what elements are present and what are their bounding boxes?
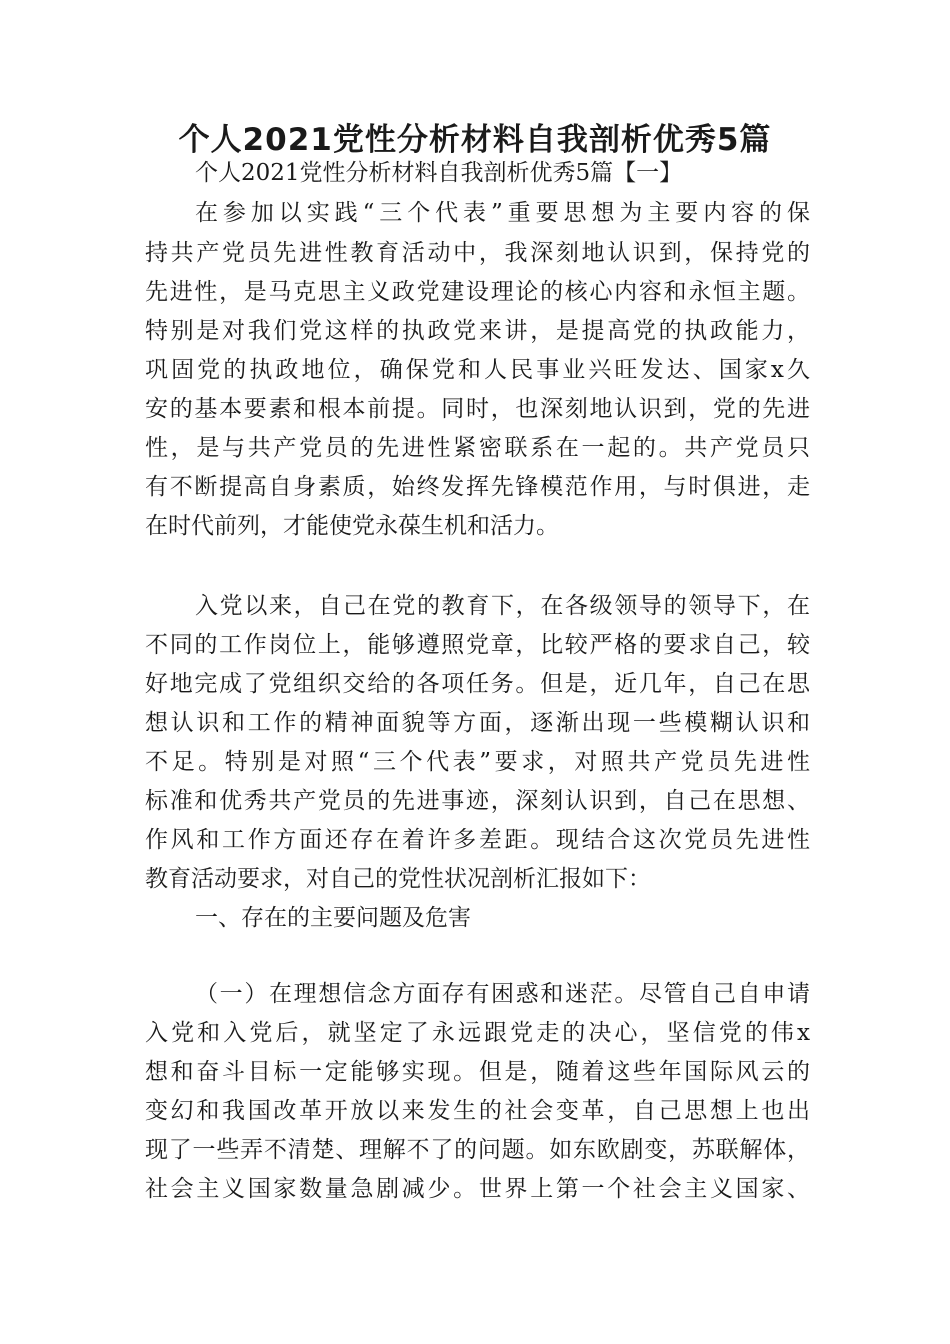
body-text-line: 想和奋斗目标一定能够实现。但是，随着这些年国际风云的 — [145, 1059, 810, 1085]
body-text-line: 社会主义国家数量急剧减少。世界上第一个社会主义国家、 — [145, 1176, 810, 1202]
body-text-line: 个人2021党性分析材料自我剖析优秀5篇【一】 — [195, 160, 683, 186]
document-title: 个人2021党性分析材料自我剖析优秀5篇 — [178, 122, 772, 158]
body-text-line: （一）在理想信念方面存有困惑和迷茫。尽管自己自申请 — [195, 981, 810, 1007]
body-text-line: 在时代前列，才能使党永葆生机和活力。 — [145, 513, 559, 539]
body-text-line: 不同的工作岗位上，能够遵照党章，比较严格的要求自己，较 — [145, 632, 810, 658]
body-text-line: 入党以来，自己在党的教育下，在各级领导的领导下，在 — [195, 593, 810, 619]
body-text-line: 特别是对我们党这样的执政党来讲，是提高党的执政能力， — [145, 318, 810, 344]
body-text-line: 教育活动要求，对自己的党性状况剖析汇报如下： — [145, 866, 651, 892]
body-text-line: 入党和入党后，就坚定了永远跟党走的决心，坚信党的伟x — [145, 1020, 810, 1046]
body-text-line: 先进性，是马克思主义政党建设理论的核心内容和永恒主题。 — [145, 279, 810, 305]
body-text-line: 性，是与共产党员的先进性紧密联系在一起的。共产党员只 — [145, 435, 810, 461]
body-text-line: 巩固党的执政地位，确保党和人民事业兴旺发达、国家x久 — [145, 357, 810, 383]
body-text-line: 作风和工作方面还存在着许多差距。现结合这次党员先进性 — [145, 827, 810, 853]
body-text-line: 一、存在的主要问题及危害 — [195, 905, 471, 931]
body-text-line: 持共产党员先进性教育活动中，我深刻地认识到，保持党的 — [145, 240, 810, 266]
body-text-line: 在参加以实践“三个代表”重要思想为主要内容的保 — [195, 200, 810, 226]
body-text-line: 标准和优秀共产党员的先进事迹，深刻认识到，自己在思想、 — [145, 788, 810, 814]
body-text-line: 安的基本要素和根本前提。同时，也深刻地认识到，党的先进 — [145, 396, 810, 422]
body-text-line: 变幻和我国改革开放以来发生的社会变革，自己思想上也出 — [145, 1098, 810, 1124]
body-text-line: 不足。特别是对照“三个代表”要求，对照共产党员先进性 — [145, 749, 810, 775]
body-text-line: 好地完成了党组织交给的各项任务。但是，近几年，自己在思 — [145, 671, 810, 697]
body-text-line: 想认识和工作的精神面貌等方面，逐渐出现一些模糊认识和 — [145, 710, 810, 736]
body-text-line: 现了一些弄不清楚、理解不了的问题。如东欧剧变，苏联解体， — [145, 1137, 810, 1163]
body-text-line: 有不断提高自身素质，始终发挥先锋模范作用，与时俱进，走 — [145, 474, 810, 500]
